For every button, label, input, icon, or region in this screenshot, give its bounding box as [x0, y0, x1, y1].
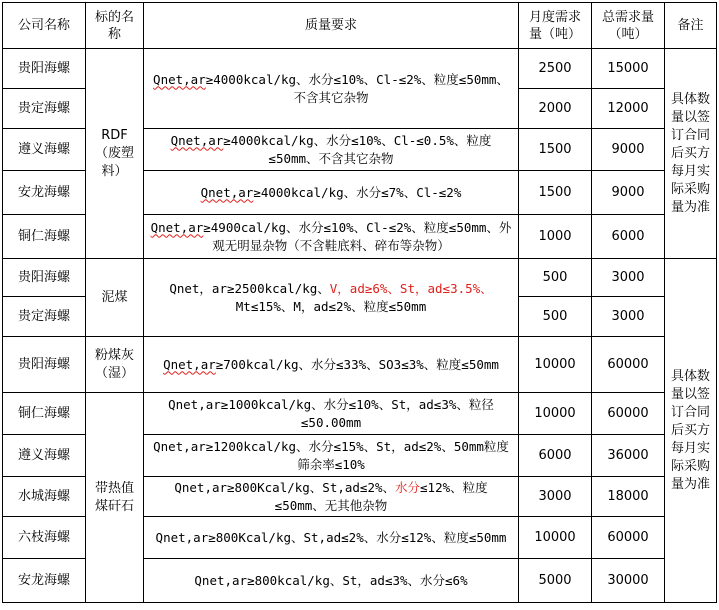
quality-text: ≥4000kcal/kg、水分≤7%、Cl-≤2%: [253, 184, 462, 200]
company-cell: 安龙海螺: [3, 171, 86, 215]
company-cell: 贵阳海螺: [3, 259, 86, 297]
material-cell: 粉煤灰（湿）: [86, 337, 144, 393]
table-row: [3, 259, 717, 297]
total-cell: 9000: [592, 171, 665, 215]
quality-cell: [144, 215, 519, 259]
monthly-cell: 6000: [519, 435, 592, 477]
header-quality: 质量要求: [144, 3, 519, 49]
company-cell: 遵义海螺: [3, 435, 86, 477]
table-row: [3, 49, 717, 89]
qnet-text: Qnet,ar: [150, 219, 204, 235]
note-cell: 具体数量以签订合同后买方每月实际采购量为准: [665, 49, 717, 259]
material-cell: 泥煤: [86, 259, 144, 337]
quality-text: Qnet,ar≥800Kcal/kg、St,ad≤2%、: [174, 479, 396, 495]
total-cell: 60000: [592, 393, 665, 435]
monthly-cell: 500: [519, 259, 592, 297]
company-cell: 铜仁海螺: [3, 215, 86, 259]
monthly-cell: 10000: [519, 337, 592, 393]
quality-cell: [144, 259, 519, 337]
quality-cell: [144, 49, 519, 129]
table-row: [3, 393, 717, 435]
total-cell: 36000: [592, 435, 665, 477]
monthly-cell: 1500: [519, 129, 592, 171]
total-cell: 3000: [592, 297, 665, 337]
header-note: 备注: [665, 3, 717, 49]
demand-table: [2, 2, 717, 603]
header-monthly: 月度需求量（吨）: [519, 3, 592, 49]
company-cell: 贵阳海螺: [3, 337, 86, 393]
header-row: [3, 3, 717, 49]
quality-text: ≥4900cal/kg、水分≤10%、Cl-≤2%、粒度≤50mm、外观无明显杂物（不含鞋底料、碎布等杂物）: [203, 219, 512, 253]
note-cell: 具体数量以签订合同后买方每月实际采购量为准: [665, 259, 717, 603]
quality-cell: Qnet,ar≥1200kcal/kg、水分≤15%、St，ad≤2%、50mm粒度筛余率≤10%: [144, 435, 519, 477]
qnet-text: Qnet,ar: [200, 184, 254, 200]
monthly-cell: 3000: [519, 477, 592, 517]
quality-cell: [144, 171, 519, 215]
monthly-cell: 10000: [519, 517, 592, 559]
header-total: 总需求量（吨）: [592, 3, 665, 49]
monthly-cell: 1500: [519, 171, 592, 215]
monthly-cell: 500: [519, 297, 592, 337]
qnet-text: Qnet,ar: [170, 132, 224, 148]
monthly-cell: 1000: [519, 215, 592, 259]
quality-cell: Qnet,ar≥1000kcal/kg、水分≤10%、St，ad≤3%、粒径≤50.00mm: [144, 393, 519, 435]
header-company: 公司名称: [3, 3, 86, 49]
highlight-text: 水分: [395, 479, 421, 495]
monthly-cell: 5000: [519, 559, 592, 603]
total-cell: 12000: [592, 89, 665, 129]
quality-cell: Qnet,ar≥800kcal/kg、St，ad≤3%、水分≤6%: [144, 559, 519, 603]
quality-text: Mt≤15%、M，ad≤2%、粒度≤50mm: [235, 298, 427, 314]
quality-text: ≤12%、粒度≤50mm、无其他杂物: [274, 479, 488, 513]
total-cell: 60000: [592, 517, 665, 559]
material-cell: RDF（废塑料）: [86, 49, 144, 259]
company-cell: 六枝海螺: [3, 517, 86, 559]
monthly-cell: 2000: [519, 89, 592, 129]
quality-text: ≥4000kcal/kg、水分≤10%、Cl-≤0.5%、粒度≤50mm、不含其它杂物: [223, 132, 492, 166]
monthly-cell: 2500: [519, 49, 592, 89]
quality-cell: Qnet,ar≥800Kcal/kg、St,ad≤2%、水分≤12%、粒度≤50mm: [144, 517, 519, 559]
total-cell: 9000: [592, 129, 665, 171]
total-cell: 3000: [592, 259, 665, 297]
quality-cell: [144, 477, 519, 517]
table-row: [3, 337, 717, 393]
quality-cell: [144, 129, 519, 171]
company-cell: 贵阳海螺: [3, 49, 86, 89]
quality-text: ≥4000kcal/kg、水分≤10%、Cl-≤2%、粒度≤50mm、不含其它杂物: [205, 71, 509, 105]
quality-text: Qnet，ar≥2500kcal/kg、: [169, 280, 330, 296]
company-cell: 贵定海螺: [3, 89, 86, 129]
total-cell: 15000: [592, 49, 665, 89]
total-cell: 60000: [592, 337, 665, 393]
highlight-text: V，ad≥6%、St，ad≤3.5%、: [329, 280, 493, 296]
company-cell: 贵定海螺: [3, 297, 86, 337]
total-cell: 30000: [592, 559, 665, 603]
company-cell: 铜仁海螺: [3, 393, 86, 435]
company-cell: 安龙海螺: [3, 559, 86, 603]
total-cell: 6000: [592, 215, 665, 259]
qnet-text: Qnet,ar: [163, 356, 216, 372]
company-cell: 水城海螺: [3, 477, 86, 517]
qnet-text: Qnet,ar: [153, 71, 206, 87]
header-material: 标的名称: [86, 3, 144, 49]
monthly-cell: 10000: [519, 393, 592, 435]
material-cell: 带热值煤矸石: [86, 393, 144, 603]
total-cell: 18000: [592, 477, 665, 517]
quality-text: ≥700kcal/kg、水分≤33%、SO3≤3%、粒度≤50mm: [215, 356, 499, 372]
quality-cell: [144, 337, 519, 393]
company-cell: 遵义海螺: [3, 129, 86, 171]
